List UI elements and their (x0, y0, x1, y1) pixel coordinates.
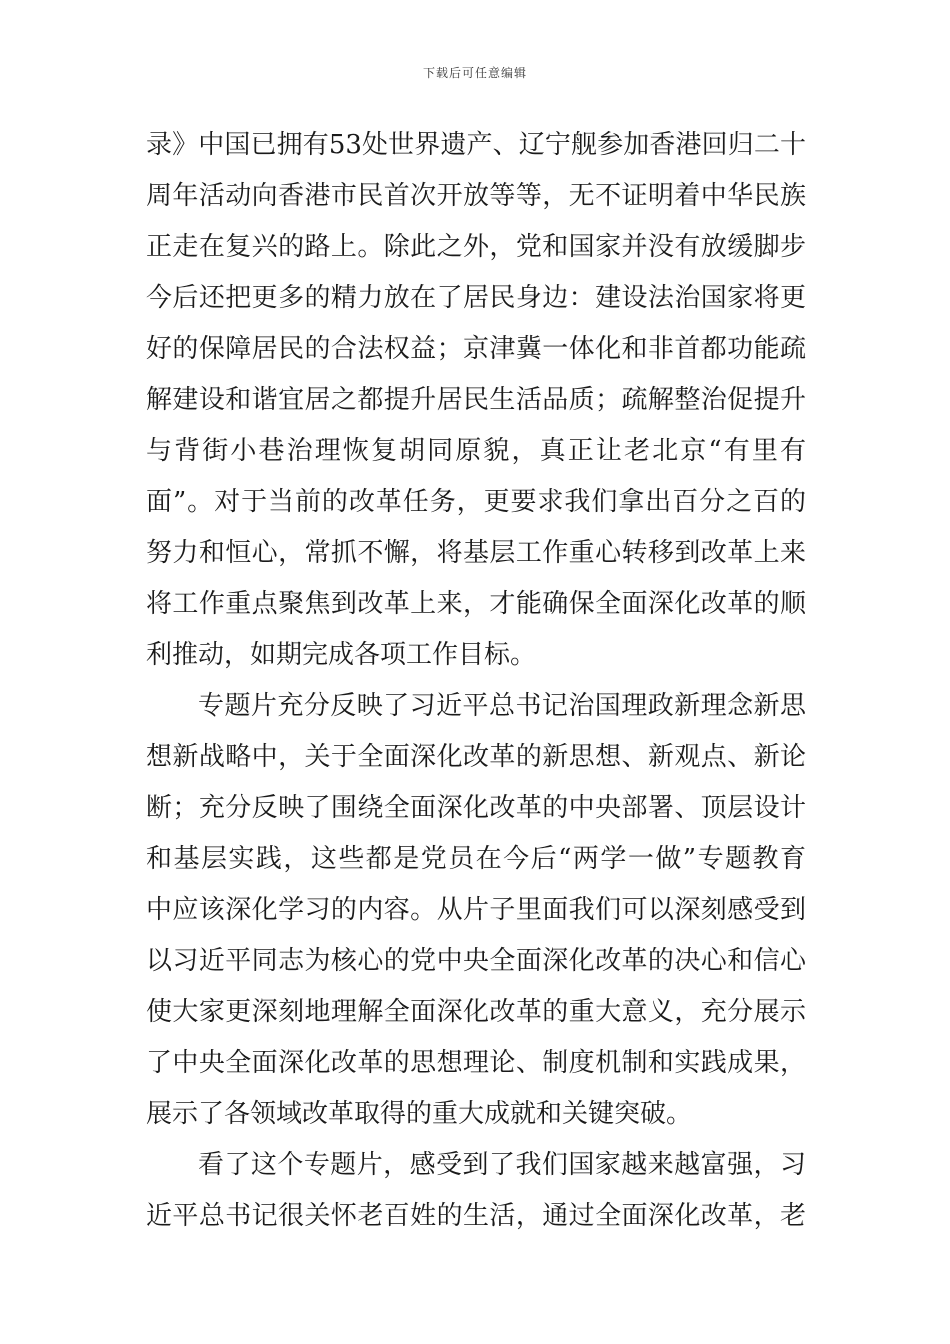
text-line: 和基层实践，这些都是党员在今后“两学一做”专题教育 (146, 844, 806, 874)
text-line: 好的保障居民的合法权益；京津冀一体化和非首都功能疏 (146, 334, 806, 364)
text-line: 使大家更深刻地理解全面深化改革的重大意义，充分展示 (146, 997, 806, 1027)
text-line: 录》中国已拥有53处世界遗产、辽宁舰参加香港回归二十 (146, 130, 806, 160)
paragraph-start-line: 专题片充分反映了习近平总书记治国理政新理念新思 (198, 691, 806, 721)
page-header: 下载后可任意编辑 (422, 66, 527, 80)
paragraph-end-line: 展示了各领域改革取得的重大成就和关键突破。 (146, 1099, 693, 1129)
text-line: 努力和恒心，常抓不懈，将基层工作重心转移到改革上来 (146, 538, 806, 568)
text-line: 了中央全面深化改革的思想理论、制度机制和实践成果， (146, 1048, 806, 1078)
text-line: 解建设和谐宜居之都提升居民生活品质；疏解整治促提升 (146, 385, 806, 415)
text-line: 以习近平同志为核心的党中央全面深化改革的决心和信心 (146, 946, 806, 976)
text-line: 中应该深化学习的内容。从片子里面我们可以深刻感受到 (146, 895, 806, 925)
text-line: 面”。对于当前的改革任务，更要求我们拿出百分之百的 (146, 487, 806, 517)
text-line: 断；充分反映了围绕全面深化改革的中央部署、顶层设计 (146, 793, 806, 823)
text-line: 近平总书记很关怀老百姓的生活，通过全面深化改革，老 (146, 1201, 806, 1231)
text-line: 将工作重点聚焦到改革上来，才能确保全面深化改革的顺 (146, 589, 806, 619)
paragraph-start-line: 看了这个专题片，感受到了我们国家越来越富强，习 (198, 1150, 806, 1180)
body-text (146, 127, 806, 1249)
text-line: 与背街小巷治理恢复胡同原貌，真正让老北京“有里有 (146, 436, 806, 466)
text-line: 今后还把更多的精力放在了居民身边：建设法治国家将更 (146, 283, 806, 313)
text-line: 想新战略中，关于全面深化改革的新思想、新观点、新论 (146, 742, 806, 772)
text-line: 正走在复兴的路上。除此之外，党和国家并没有放缓脚步 (146, 232, 806, 262)
text-line: 周年活动向香港市民首次开放等等，无不证明着中华民族 (146, 181, 806, 211)
paragraph-end-line: 利推动，如期完成各项工作目标。 (146, 640, 537, 670)
